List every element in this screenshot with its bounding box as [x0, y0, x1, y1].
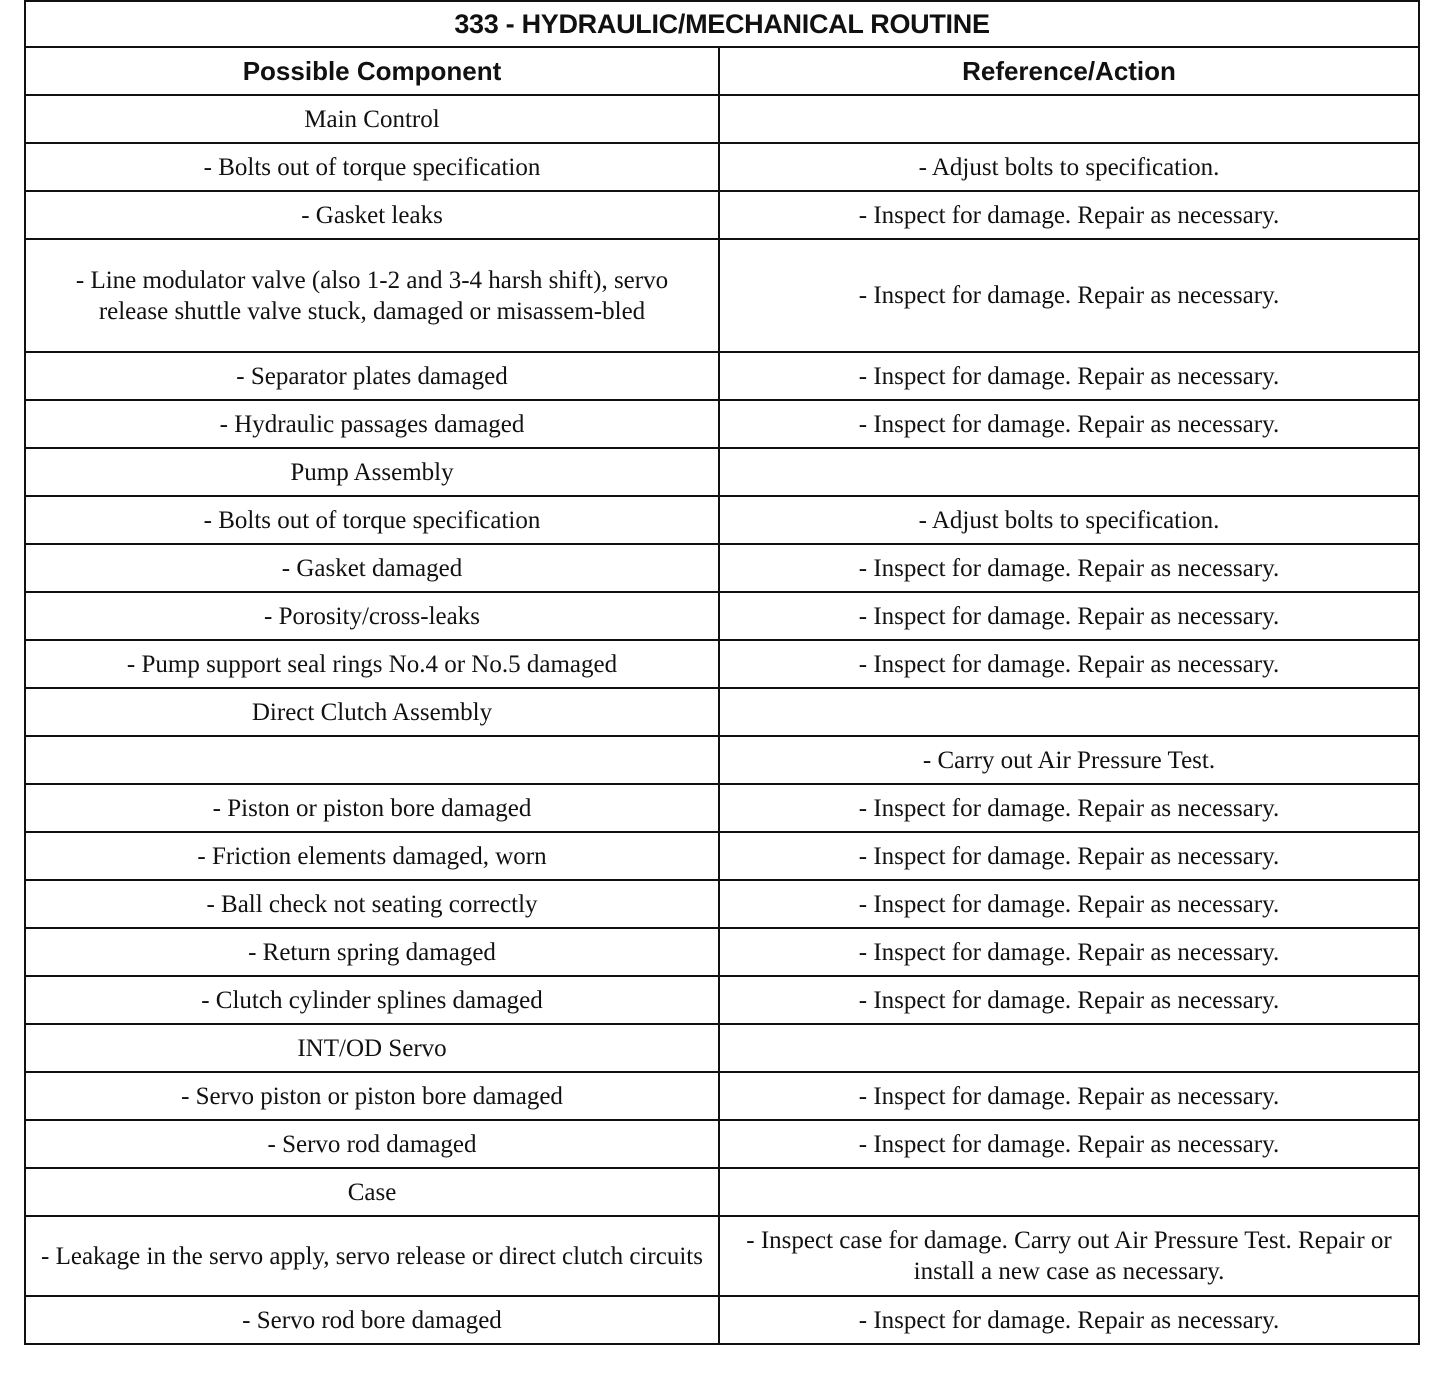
table-row: [25, 496, 1419, 544]
table-row: [25, 352, 1419, 400]
action-cell: - Inspect for damage. Repair as necessary.: [719, 1296, 1419, 1344]
table-row: [25, 544, 1419, 592]
action-cell: - Inspect for damage. Repair as necessary.: [719, 832, 1419, 880]
table-row: [25, 1072, 1419, 1120]
action-cell: - Carry out Air Pressure Test.: [719, 736, 1419, 784]
component-cell: [25, 736, 719, 784]
action-cell: - Inspect for damage. Repair as necessary.: [719, 976, 1419, 1024]
table-body: [25, 95, 1419, 1344]
table-row: [25, 928, 1419, 976]
action-cell: [719, 448, 1419, 496]
table-row: [25, 880, 1419, 928]
action-cell: - Inspect for damage. Repair as necessary.: [719, 928, 1419, 976]
action-cell: - Adjust bolts to specification.: [719, 496, 1419, 544]
table-row: [25, 448, 1419, 496]
action-cell: - Inspect for damage. Repair as necessary.: [719, 880, 1419, 928]
table-row: [25, 143, 1419, 191]
component-cell: Direct Clutch Assembly: [25, 688, 719, 736]
component-cell: Pump Assembly: [25, 448, 719, 496]
action-cell: - Inspect for damage. Repair as necessary.: [719, 400, 1419, 448]
component-cell: - Ball check not seating correctly: [25, 880, 719, 928]
table-row: [25, 1024, 1419, 1072]
table-title: 333 - HYDRAULIC/MECHANICAL ROUTINE: [25, 1, 1419, 47]
action-cell: - Adjust bolts to specification.: [719, 143, 1419, 191]
table-row: [25, 736, 1419, 784]
component-cell: Case: [25, 1168, 719, 1216]
component-cell: - Porosity/cross-leaks: [25, 592, 719, 640]
table-row: [25, 976, 1419, 1024]
table-row: [25, 191, 1419, 239]
table-row: [25, 400, 1419, 448]
component-cell: - Return spring damaged: [25, 928, 719, 976]
action-cell: - Inspect for damage. Repair as necessary.: [719, 352, 1419, 400]
action-cell: - Inspect for damage. Repair as necessary.: [719, 239, 1419, 352]
component-cell: - Piston or piston bore damaged: [25, 784, 719, 832]
action-cell: - Inspect case for damage. Carry out Air Pressure Test. Repair or install a new case as necessary.: [719, 1216, 1419, 1296]
table-row: [25, 239, 1419, 352]
header-row: [25, 47, 1419, 95]
column-header-action: Reference/Action: [719, 47, 1419, 95]
component-cell: - Bolts out of torque specification: [25, 143, 719, 191]
component-cell: - Line modulator valve (also 1-2 and 3-4 harsh shift), servo release shuttle valve stuck, damaged or misassem-bled: [25, 239, 719, 352]
table-row: [25, 592, 1419, 640]
component-cell: - Leakage in the servo apply, servo release or direct clutch circuits: [25, 1216, 719, 1296]
title-row: [25, 1, 1419, 47]
column-header-component: Possible Component: [25, 47, 719, 95]
action-cell: - Inspect for damage. Repair as necessary.: [719, 191, 1419, 239]
table-row: [25, 1120, 1419, 1168]
component-cell: - Servo rod bore damaged: [25, 1296, 719, 1344]
component-cell: - Gasket leaks: [25, 191, 719, 239]
table-row: [25, 1216, 1419, 1296]
action-cell: - Inspect for damage. Repair as necessary.: [719, 1072, 1419, 1120]
table-row: [25, 832, 1419, 880]
component-cell: - Friction elements damaged, worn: [25, 832, 719, 880]
component-cell: INT/OD Servo: [25, 1024, 719, 1072]
table-row: [25, 640, 1419, 688]
hydraulic-mechanical-routine-table: [24, 0, 1420, 1345]
component-cell: - Servo piston or piston bore damaged: [25, 1072, 719, 1120]
table-row: [25, 1168, 1419, 1216]
action-cell: [719, 1024, 1419, 1072]
table-row: [25, 95, 1419, 143]
action-cell: - Inspect for damage. Repair as necessary.: [719, 544, 1419, 592]
table-row: [25, 784, 1419, 832]
component-cell: Main Control: [25, 95, 719, 143]
action-cell: [719, 95, 1419, 143]
component-cell: - Gasket damaged: [25, 544, 719, 592]
component-cell: - Bolts out of torque specification: [25, 496, 719, 544]
table-row: [25, 1296, 1419, 1344]
component-cell: - Separator plates damaged: [25, 352, 719, 400]
action-cell: [719, 688, 1419, 736]
component-cell: - Hydraulic passages damaged: [25, 400, 719, 448]
component-cell: - Pump support seal rings No.4 or No.5 damaged: [25, 640, 719, 688]
action-cell: - Inspect for damage. Repair as necessary.: [719, 784, 1419, 832]
action-cell: [719, 1168, 1419, 1216]
action-cell: - Inspect for damage. Repair as necessary.: [719, 592, 1419, 640]
action-cell: - Inspect for damage. Repair as necessary.: [719, 640, 1419, 688]
table-row: [25, 688, 1419, 736]
action-cell: - Inspect for damage. Repair as necessary.: [719, 1120, 1419, 1168]
component-cell: - Clutch cylinder splines damaged: [25, 976, 719, 1024]
component-cell: - Servo rod damaged: [25, 1120, 719, 1168]
